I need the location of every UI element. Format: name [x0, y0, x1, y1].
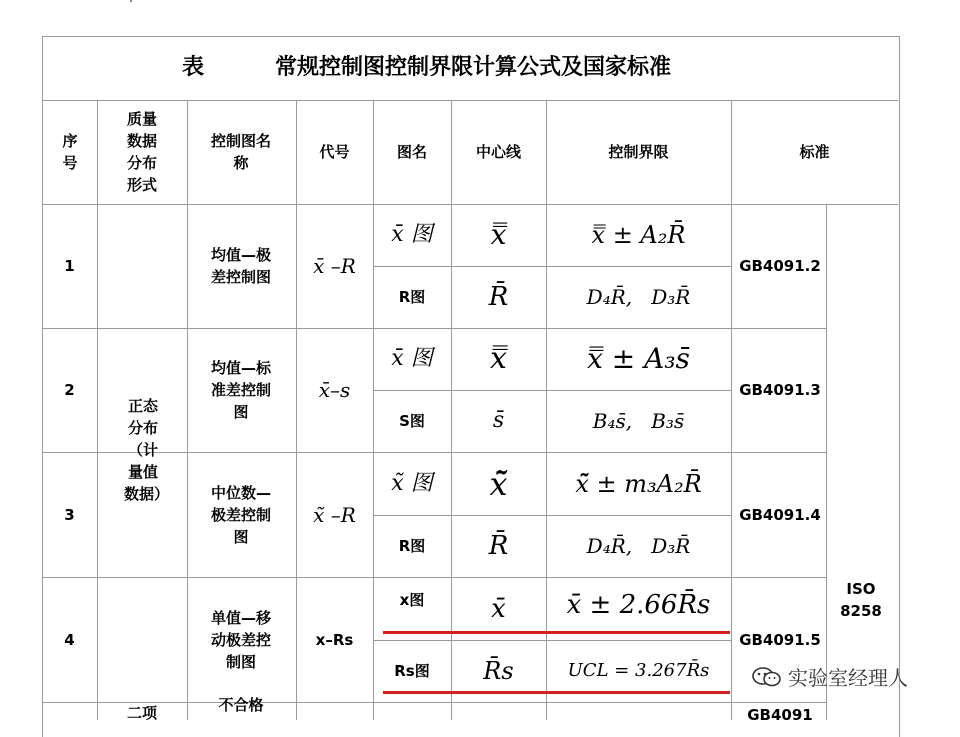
row-no: 2 [64, 381, 75, 399]
chart-label: R图 [398, 537, 426, 555]
chart-name: 均值—标准差控制图 [210, 359, 271, 421]
distribution-binomial: 二项 [126, 704, 157, 722]
header-no: 序号 [62, 132, 78, 172]
row-no: 4 [64, 630, 75, 649]
title-main: 常规控制图控制界限计算公式及国家标准 [275, 55, 672, 80]
center-line-formula: R̄s [483, 657, 514, 685]
chart-label: S图 [399, 412, 425, 430]
code-text: x̃ –R [313, 502, 356, 527]
watermark [752, 662, 908, 691]
table-title [42, 36, 898, 101]
center-line [451, 328, 546, 390]
chart-code [296, 452, 373, 577]
center-line-formula: R̄ [488, 531, 509, 561]
chart-code: x–Rs [315, 630, 354, 649]
limits-formula: D₄R̄, D₃R̄ [586, 285, 691, 309]
stray-mark [130, 0, 132, 2]
control-limits [546, 328, 731, 390]
chart-label: Rs图 [394, 662, 430, 680]
code-text: x̄ –R [313, 254, 356, 278]
limits-formula: x̿ ± A₂R̄ [591, 221, 686, 249]
standard: GB4091.5 [739, 630, 821, 649]
center-line-formula: x̿ [490, 341, 507, 376]
chart-label [373, 328, 451, 390]
center-line [451, 266, 546, 328]
limits-formula: UCL = 3.267R̄s [567, 660, 710, 681]
chart-label [373, 204, 451, 266]
control-limits [546, 515, 731, 577]
code-text: x̄–s [318, 378, 351, 402]
chart-label-text: x̄ 图 [391, 222, 433, 247]
control-limits [546, 204, 731, 266]
limits-formula: B₄s̄, B₃s̄ [592, 409, 685, 433]
chart-label [373, 452, 451, 515]
standard: GB4091.4 [739, 505, 821, 524]
distribution-normal: 正态分布（计量值数据） [124, 397, 170, 503]
annotation-underline [383, 631, 730, 634]
chart-code [296, 328, 373, 452]
limits-formula: D₄R̄, D₃R̄ [586, 534, 691, 558]
chart-label: R图 [398, 288, 426, 306]
watermark-text: 实验室经理人 [788, 666, 908, 690]
standard: GB4091.2 [739, 257, 821, 275]
standard: GB4091.3 [739, 381, 821, 399]
chart-name: 中位数—极差控制图 [210, 483, 271, 546]
chart-code [296, 204, 373, 328]
control-limits [546, 577, 731, 632]
wechat-icon [752, 666, 782, 688]
header-control-limits: 控制界限 [608, 143, 669, 161]
center-line [451, 515, 546, 577]
annotation-underline [383, 691, 730, 694]
grid-line [97, 100, 98, 720]
center-line [451, 452, 546, 515]
standard: GB4091 [747, 706, 813, 720]
header-distribution: 质量数据分布形式 [126, 110, 157, 194]
row-no: 1 [64, 257, 75, 275]
center-line [451, 390, 546, 452]
title-prefix: 表 [182, 55, 205, 80]
limits-formula: x̄ ± 2.66R̄s [566, 589, 711, 620]
header-center-line: 中心线 [475, 143, 521, 161]
grid-line [187, 100, 188, 720]
center-line-formula: R̄ [488, 282, 509, 312]
control-limits [546, 266, 731, 328]
grid-line [826, 204, 827, 720]
center-line-formula: x̃̄ [489, 464, 508, 503]
chart-label: x图 [399, 590, 425, 609]
iso-standard: ISO 8258 [840, 580, 882, 620]
chart-label-text: x̄ 图 [391, 346, 433, 371]
center-line-formula: s̄ [492, 408, 505, 433]
control-limits [546, 452, 731, 515]
chart-name: 单值—移动极差控制图 [210, 608, 271, 671]
header-chart-name: 控制图名称 [210, 132, 271, 172]
header-code: 代号 [319, 143, 350, 161]
header-chart: 图名 [396, 143, 427, 161]
center-line-formula: x̿ [490, 218, 507, 251]
chart-label-text: x̃ 图 [391, 470, 433, 496]
control-limits [546, 390, 731, 452]
chart-name: 不合格 [218, 696, 264, 714]
center-line-formula: x̄ [491, 593, 506, 624]
header-standard: 标准 [799, 143, 830, 161]
limits-formula: x̿ ± A₃s̄ [587, 342, 690, 375]
row-no: 3 [64, 505, 75, 524]
chart-name: 均值—极差控制图 [210, 246, 271, 286]
limits-formula: x̃̄ ± m₃A₂R̄ [575, 469, 702, 498]
center-line [451, 204, 546, 266]
